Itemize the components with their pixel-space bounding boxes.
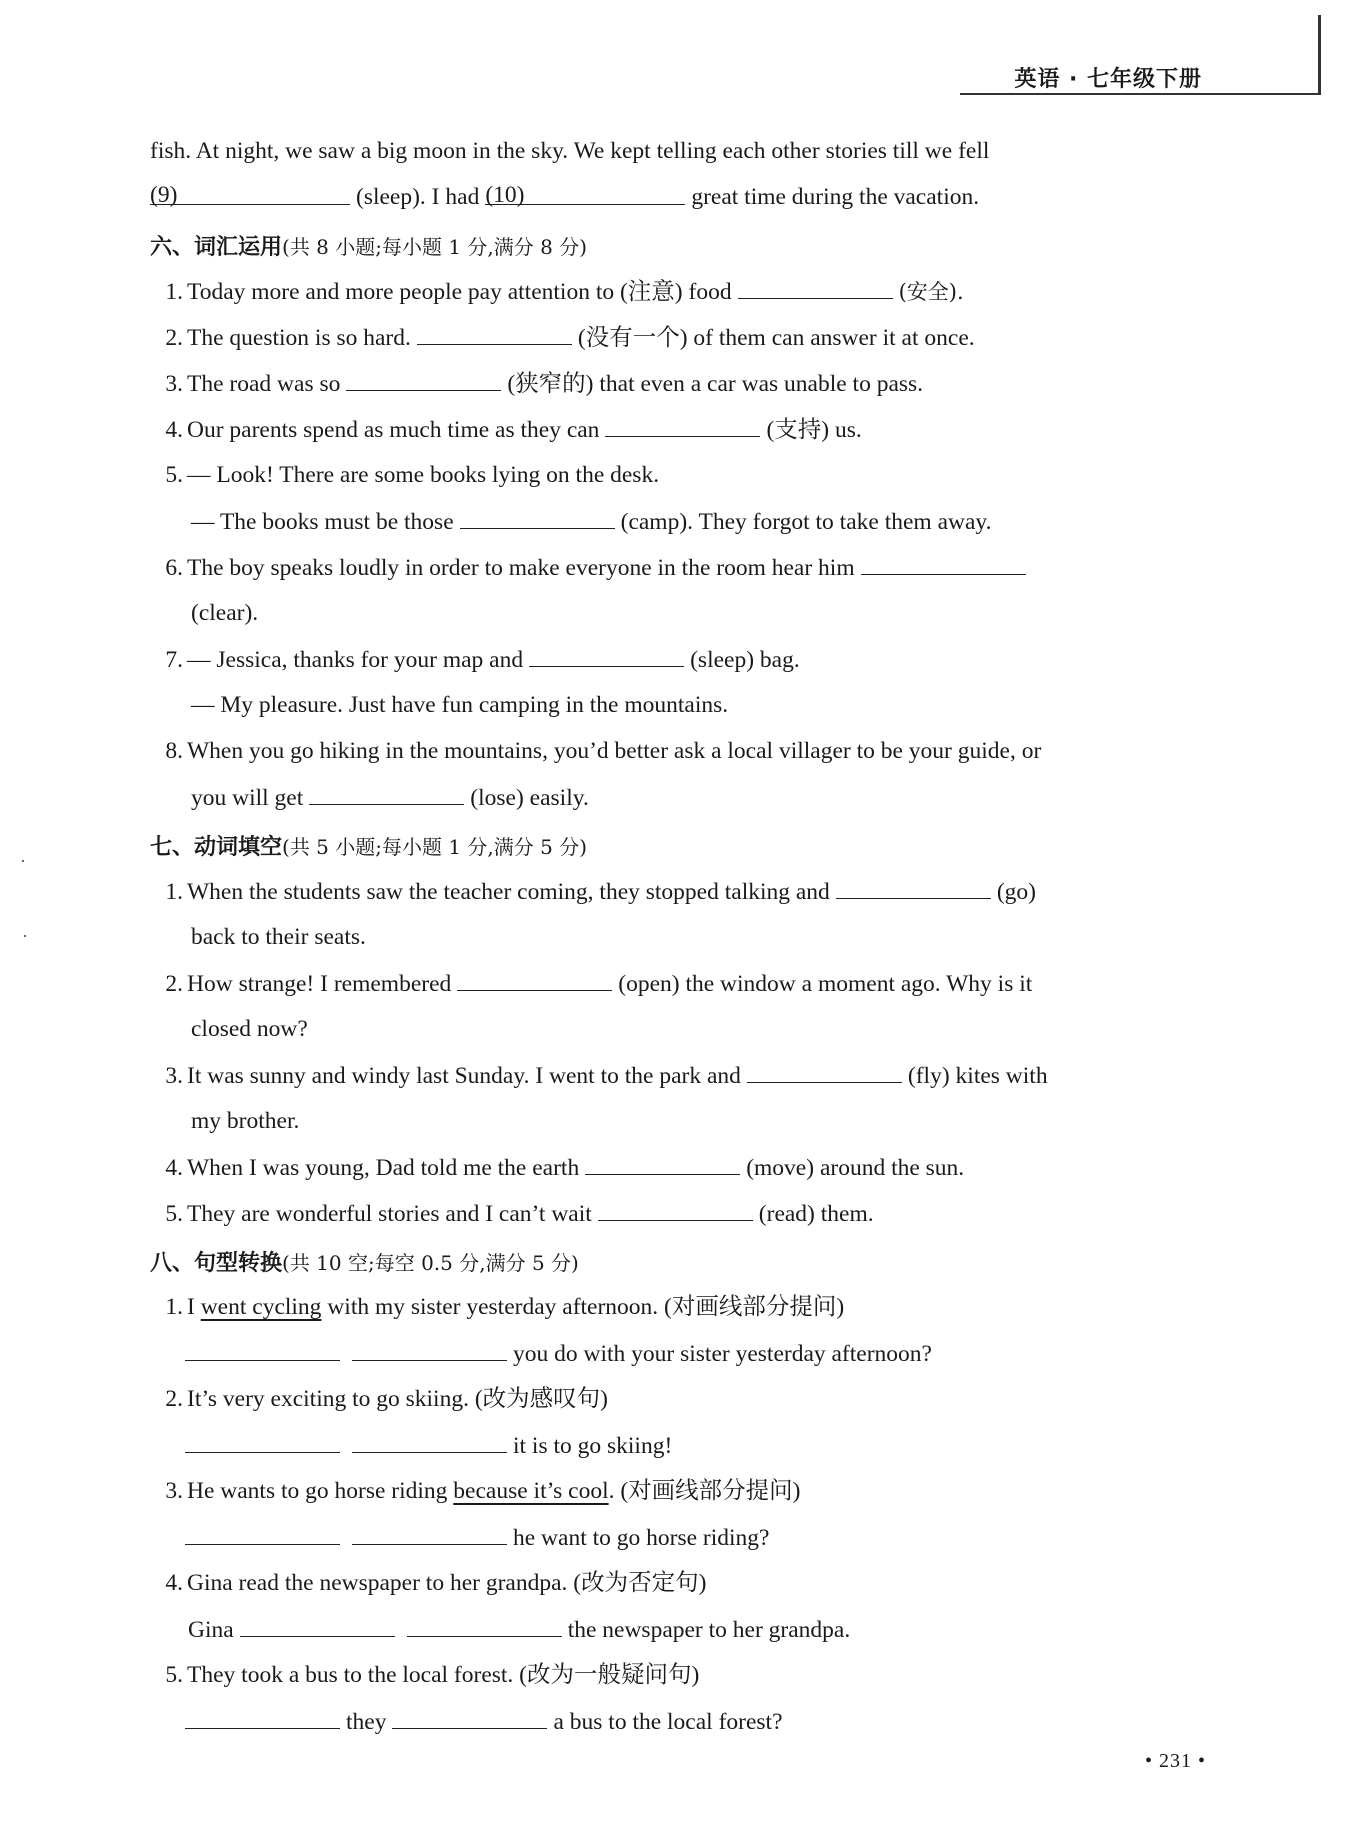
s7-q2-line2: closed now? xyxy=(191,1016,308,1042)
intro-line-2: (9) (sleep). I had (10) great time during the vacation. xyxy=(150,182,980,210)
header-vertical-rule xyxy=(1318,15,1321,95)
s7-q5: 5. They are wonderful stories and I can’t wait (read) them. xyxy=(155,1198,874,1229)
s6-q6: 6. The boy speaks loudly in order to make everyone in the room hear him xyxy=(155,552,1032,583)
s6-q2-blank[interactable] xyxy=(417,322,572,345)
s6-q8: 8. When you go hiking in the mountains, you’d better ask a local villager to be your guide, or xyxy=(165,738,1042,764)
s6-q5-line2: — The books must be those (camp). They forgot to take them away. xyxy=(191,506,992,537)
s6-q2: 2. The question is so hard. (没有一个) of them can answer it at once. xyxy=(155,322,975,353)
section-7-title: 七、动词填空(共 5 小题;每小题 1 分,满分 5 分) xyxy=(150,835,588,860)
s7-q2: 2. How strange! I remembered (open) the window a moment ago. Why is it xyxy=(155,968,1032,999)
s6-q6-blank[interactable] xyxy=(861,552,1026,575)
page-header-title: 英语 · 七年级下册 xyxy=(1014,67,1202,92)
s8-q5-blank-2[interactable] xyxy=(392,1706,547,1729)
s6-q6-line2: (clear). xyxy=(191,600,259,626)
s7-q3-blank[interactable] xyxy=(747,1060,902,1083)
s6-q8-blank[interactable] xyxy=(309,782,464,805)
s6-q8-line2: you will get (lose) easily. xyxy=(191,782,589,813)
s8-q2-line2: it is to go skiing! xyxy=(185,1430,672,1461)
s8-q4-blank-1[interactable] xyxy=(240,1614,395,1637)
s7-q5-blank[interactable] xyxy=(598,1198,753,1221)
s6-q1: 1. Today more and more people pay attention to (注意) food (安全). xyxy=(155,276,964,307)
s8-q1: 1. I went cycling with my sister yesterday afternoon. (对画线部分提问) xyxy=(165,1294,845,1320)
s6-q4-blank[interactable] xyxy=(605,414,760,437)
scan-speck xyxy=(22,860,24,862)
section-6-title: 六、词汇运用(共 8 小题;每小题 1 分,满分 8 分) xyxy=(150,235,588,260)
s7-q4-blank[interactable] xyxy=(585,1152,740,1175)
s6-q7: 7. — Jessica, thanks for your map and (sleep) bag. xyxy=(155,644,800,675)
s8-q4: 4. Gina read the newspaper to her grandpa. (改为否定句) xyxy=(165,1570,707,1596)
scan-speck xyxy=(24,935,26,937)
section-8-title: 八、句型转换(共 10 空;每空 0.5 分,满分 5 分) xyxy=(150,1251,579,1276)
s8-q4-line2: Gina the newspaper to her grandpa. xyxy=(188,1614,850,1645)
s8-q2: 2. It’s very exciting to go skiing. (改为感叹句) xyxy=(165,1386,608,1412)
s8-q5-line2: they a bus to the local forest? xyxy=(185,1706,783,1737)
intro-line-1: fish. At night, we saw a big moon in the sky. We kept telling each other stories till we fell xyxy=(150,138,990,164)
s8-q4-blank-2[interactable] xyxy=(407,1614,562,1637)
s8-q3-blank-2[interactable] xyxy=(352,1522,507,1545)
blank-10[interactable]: (10) xyxy=(485,182,685,205)
s8-q3-line2: he want to go horse riding? xyxy=(185,1522,769,1553)
s8-q5: 5. They took a bus to the local forest. (改为一般疑问句) xyxy=(165,1662,700,1688)
s6-q5-line1: 5. — Look! There are some books lying on the desk. xyxy=(165,462,660,488)
s7-q2-blank[interactable] xyxy=(457,968,612,991)
page-number: • 231 • xyxy=(1145,1750,1207,1772)
s6-q7-blank[interactable] xyxy=(529,644,684,667)
s8-q1-blank-2[interactable] xyxy=(352,1338,507,1361)
blank-9[interactable]: (9) xyxy=(150,182,350,205)
s8-q1-line2: you do with your sister yesterday afternoon? xyxy=(185,1338,932,1369)
s6-q4: 4. Our parents spend as much time as they can (支持) us. xyxy=(155,414,862,445)
s6-q1-blank[interactable] xyxy=(738,276,893,299)
s6-q5-blank[interactable] xyxy=(460,506,615,529)
s8-q5-blank-1[interactable] xyxy=(185,1706,340,1729)
s7-q3: 3. It was sunny and windy last Sunday. I went to the park and (fly) kites with xyxy=(155,1060,1048,1091)
s7-q3-line2: my brother. xyxy=(191,1108,300,1134)
s8-q2-blank-1[interactable] xyxy=(185,1430,340,1453)
s7-q1: 1. When the students saw the teacher coming, they stopped talking and (go) xyxy=(155,876,1036,907)
s8-q2-blank-2[interactable] xyxy=(352,1430,507,1453)
s6-q7-line2: — My pleasure. Just have fun camping in the mountains. xyxy=(191,692,729,718)
s6-q3-blank[interactable] xyxy=(346,368,501,391)
s7-q4: 4. When I was young, Dad told me the earth (move) around the sun. xyxy=(155,1152,964,1183)
header-horizontal-rule xyxy=(960,93,1321,95)
s6-q3: 3. The road was so (狭窄的) that even a car was unable to pass. xyxy=(155,368,923,399)
s8-q3-blank-1[interactable] xyxy=(185,1522,340,1545)
s7-q1-line2: back to their seats. xyxy=(191,924,366,950)
s8-q1-blank-1[interactable] xyxy=(185,1338,340,1361)
s8-q3: 3. He wants to go horse riding because it’s cool. (对画线部分提问) xyxy=(165,1478,801,1504)
s7-q1-blank[interactable] xyxy=(836,876,991,899)
